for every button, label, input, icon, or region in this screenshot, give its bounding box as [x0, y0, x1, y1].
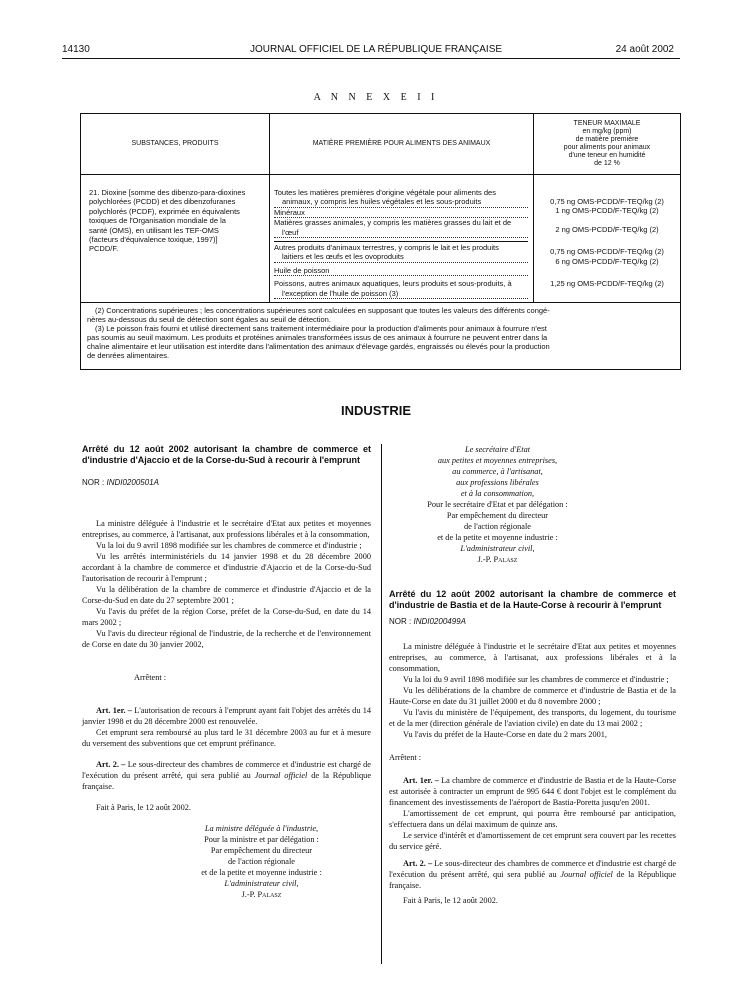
table-header-substances: SUBSTANCES, PRODUITS — [131, 140, 219, 147]
article-1 — [82, 705, 371, 727]
section-title: INDUSTRIE — [340, 403, 412, 418]
table-row — [274, 188, 528, 208]
substance-line: santé (OMS), en utilisant les TEF-OMS — [89, 225, 219, 235]
signature-line: aux petites et moyennes entreprises, — [437, 456, 558, 465]
article-2 — [389, 858, 676, 891]
header-line: TENEUR MAXIMALE — [573, 120, 641, 127]
signature-line: aux professions libérales — [456, 478, 539, 487]
note-line: pas soumis au seuil maximum. Les produits et protéines animales transformées issus de ces animaux à fourrure ne peuvent entrer dans la — [87, 333, 548, 342]
paragraph: Vu l'avis du directeur régional de l'industrie, de la recherche et de l'environnement de Corse en date du 30 janvier 2002, — [82, 629, 371, 649]
value-line: 0,75 ng OMS-PCDD/F-TEQ/kg (2) — [550, 197, 664, 206]
right-column — [389, 444, 676, 906]
value-line: 0,75 ng OMS-PCDD/F-TEQ/kg (2) — [550, 247, 664, 257]
signature-line: de l'action régionale — [228, 857, 295, 866]
signature-line: Par empêchement du directeur — [446, 511, 549, 520]
signature-line: et de la petite et moyenne industrie : — [437, 533, 558, 542]
paragraph: Vu la loi du 9 avril 1898 modifiée sur les chambres de commerce et d'industrie ; — [96, 541, 362, 550]
page-number: 14130 — [62, 44, 90, 55]
article-title: Arrêté du 12 août 2002 autorisant la chambre de commerce et d'industrie de Bastia et de la Haute-Corse à recourir à l'emprunt — [389, 589, 676, 610]
signature-line: Pour le secrétaire d'Etat et par délégation : — [427, 500, 568, 509]
left-article — [82, 444, 371, 900]
value-line: 2 ng OMS-PCDD/F-TEQ/kg (2) — [555, 224, 659, 234]
signature-line: et à la consommation, — [460, 489, 535, 498]
note-line: chaîne alimentaire et leur utilisation est interdite dans l'alimentation des animaux d'élevage gardés, engraissés ou élevés pour la production — [87, 342, 550, 351]
journal-name: Journal officiel — [254, 771, 308, 780]
signature-line: Le secrétaire d'Etat — [464, 445, 531, 454]
table-row — [274, 208, 528, 218]
paragraph: Vu l'avis du ministère de l'équipement, des transports, du logement, du tourisme et de la mer (direction générale de l'aviation civile) en date du 13 mai 2002 ; — [389, 708, 676, 728]
paragraph: Le service d'intérêt et d'amortissement de cet emprunt sera couvert par les recettes du service géré. — [389, 831, 676, 851]
header-rule — [62, 58, 680, 59]
article-text: Le sous-directeur des chambres de commerce et d'industrie est chargé de l'exécution du présent arrêté, qui sera publié au — [82, 760, 371, 780]
article-2 — [82, 759, 371, 792]
signature-line: La ministre déléguée à l'industrie, — [204, 824, 319, 833]
material-line: laitiers et les œufs et les ovoproduits — [274, 252, 528, 262]
article-text: L'autorisation de recours à l'emprunt ayant fait l'objet des arrêtés du 14 janvier 1998 et du 28 décembre 2000 est renouvelée. — [82, 706, 371, 726]
done-at: Fait à Paris, le 12 août 2002. — [403, 896, 498, 905]
substance-line: (facteurs d'équivalence toxique, 1997)] — [89, 235, 218, 245]
note-line: nères au-dessous du seuil de détection sont égales au seuil de détection. — [87, 315, 331, 324]
signature-line: Par empêchement du directeur — [210, 846, 313, 855]
journal-name: Journal officiel — [560, 870, 613, 879]
signature-line: L'administrateur civil, — [224, 879, 299, 888]
paragraph: Vu la délibération de la chambre de commerce et d'industrie d'Ajaccio et de la Corse-du-Sud en date du 27 septembre 2001 ; — [82, 585, 371, 605]
header-line: de matière première — [575, 136, 639, 143]
material-line: Huile de poisson — [274, 266, 528, 276]
paragraph: Vu l'avis du préfet de la région Corse, préfet de la Corse-du-Sud, en date du 14 mars 2002 ; — [82, 607, 371, 627]
article-title: Arrêté du 12 août 2002 autorisant la chambre de commerce et d'industrie d'Ajaccio et de la Corse-du-Sud à recourir à l'emprunt — [82, 444, 371, 465]
paragraph: La ministre déléguée à l'industrie et le secrétaire d'Etat aux petites et moyennes entreprises, au commerce, à l'artisanat, aux professions libérales et à la consommation, — [389, 642, 676, 673]
substance-line: PCDD/F. — [89, 244, 119, 254]
value-line: 6 ng OMS-PCDD/F-TEQ/kg (2) — [555, 256, 659, 266]
signature-name: J.-P. Palasz — [241, 890, 282, 899]
nor-label: NOR : — [389, 617, 412, 626]
table-header-material: MATIÈRE PREMIÈRE POUR ALIMENTS DES ANIMAUX — [312, 140, 491, 147]
paragraph: Cet emprunt sera remboursé au plus tard le 31 décembre 2003 au fur et à mesure du versement des subventions que cet emprunt préfinance. — [82, 728, 371, 748]
material-line: Autres produits d'animaux terrestres, y compris le lait et les produits — [274, 243, 499, 253]
table-row — [274, 218, 528, 238]
substance-cell — [89, 188, 265, 254]
header-line: pour aliments pour animaux — [563, 144, 651, 151]
signature-line: de l'action régionale — [464, 522, 531, 531]
header-line: d'une teneur en humidité — [568, 152, 646, 159]
article-label: Art. 2. – — [96, 760, 126, 769]
table-notes-rule — [81, 302, 680, 303]
article-text: de la République française. — [82, 771, 371, 791]
table-notes — [87, 306, 675, 360]
paragraph: Vu les arrêtés interministériels du 14 janvier 1998 et du 28 décembre 2000 accordant à la chambre de commerce et d'industrie d'Ajaccio et de la Corse-du-Sud l'autorisation de recourir à l'emprunt ; — [82, 552, 371, 583]
paragraph: La ministre déléguée à l'industrie et le secrétaire d'Etat aux petites et moyennes entreprises, au commerce, à l'artisanat, aux professions libérales et à la consommation, — [82, 519, 371, 539]
signature-line: L'administrateur civil, — [460, 544, 535, 553]
annex-table — [80, 113, 681, 370]
value-cell — [534, 197, 680, 288]
signature-line: au commerce, à l'artisanat, — [452, 467, 543, 476]
article-label: Art. 1er. – — [403, 776, 439, 785]
table-row — [274, 266, 528, 276]
substance-line: polychlorés (PCDF), exprimée en équivalents — [89, 206, 240, 216]
material-cell — [274, 188, 528, 299]
article-1 — [389, 775, 676, 808]
value-line: 1,25 ng OMS-PCDD/F-TEQ/kg (2) — [550, 279, 664, 289]
article-label: Art. 2. – — [403, 859, 433, 868]
arretent: Arrêtent : — [389, 753, 422, 762]
note-line: (3) Le poisson frais fourni et utilisé directement sans traitement intermédiaire pour la production d'aliments pour animaux à fourrure n'est — [95, 324, 547, 333]
header-line: de 12 % — [594, 160, 620, 167]
material-line: Matières grasses animales, y compris les matières grasses du lait et de — [274, 218, 512, 228]
material-line: l'œuf — [274, 228, 528, 238]
article-text: de la République française. — [389, 870, 676, 890]
table-row — [274, 279, 528, 299]
note-line: de denrées alimentaires. — [87, 351, 170, 360]
material-line: Poissons, autres animaux aquatiques, leurs produits et sous-produits, à — [274, 279, 512, 289]
article-text: La chambre de commerce et d'industrie de Bastia et de la Haute-Corse est autorisée à contracter un emprunt de 995 644 € dont l'objet est le complément du financement des investissements de l'aéroport de Bastia-Poretta jusqu'en 2001. — [389, 776, 677, 807]
arretent: Arrêtent : — [134, 673, 167, 682]
nor-code: INDI0200501A — [106, 478, 159, 487]
note-line: (2) Concentrations supérieures ; les concentrations supérieures sont calculées en supposant que toutes les valeurs des différents congé- — [95, 306, 550, 315]
paragraph: Vu les délibérations de la chambre de commerce et d'industrie de Bastia et de la Haute-Corse en date du 31 juillet 2000 et du 8 novembre 2000 ; — [389, 686, 676, 706]
signature-block — [152, 823, 371, 900]
nor-code: INDI0200499A — [413, 617, 466, 626]
value-line: 1 ng OMS-PCDD/F-TEQ/kg (2) — [555, 206, 659, 216]
nor-reference — [389, 616, 676, 627]
signature-name: J.-P. Palasz — [477, 555, 518, 564]
table-row — [274, 241, 528, 263]
paragraph: Vu l'avis du préfet de la Haute-Corse en date du 2 mars 2001, — [403, 730, 607, 739]
material-line: Toutes les matières premières d'origine végétale pour aliments des — [274, 188, 496, 197]
signature-line: Pour la ministre et par délégation : — [204, 835, 319, 844]
annex-title: A N N E X E I I — [313, 92, 439, 103]
table-header-max-content — [534, 120, 680, 168]
substance-line: polychlorées (PCDD) et des dibenzofuranes — [89, 197, 236, 207]
substance-line: toxiques de l'Organisation mondiale de la — [89, 216, 226, 226]
header-line: en mg/kg (ppm) — [582, 128, 632, 135]
journal-title: JOURNAL OFFICIEL DE LA RÉPUBLIQUE FRANÇAISE — [249, 44, 503, 55]
article-label: Art. 1er. – — [96, 706, 132, 715]
paragraph: Vu la loi du 9 avril 1898 modifiée sur les chambres de commerce et d'industrie ; — [403, 675, 669, 684]
table-header-rule — [81, 174, 680, 175]
material-line: l'exception de l'huile de poisson (3) — [274, 289, 528, 299]
page-date: 24 août 2002 — [615, 44, 674, 55]
substance-line: 21. Dioxine [somme des dibenzo-para-dioxines — [89, 188, 246, 197]
nor-reference — [82, 477, 371, 488]
material-line: Minéraux — [274, 208, 528, 218]
material-line: animaux, y compris les huiles végétales et les sous-produits — [274, 197, 528, 207]
column-divider — [381, 444, 382, 964]
nor-label: NOR : — [82, 478, 105, 487]
signature-block — [389, 444, 606, 565]
done-at: Fait à Paris, le 12 août 2002. — [96, 803, 191, 812]
signature-line: et de la petite et moyenne industrie : — [201, 868, 322, 877]
article-text: Le sous-directeur des chambres de commerce et d'industrie est chargé de l'exécution du présent arrêté, qui sera publié au — [389, 859, 676, 879]
paragraph: L'amortissement de cet emprunt, qui pourra être remboursé par anticipation, s'effectuera dans un délai maximum de quinze ans. — [389, 809, 676, 829]
